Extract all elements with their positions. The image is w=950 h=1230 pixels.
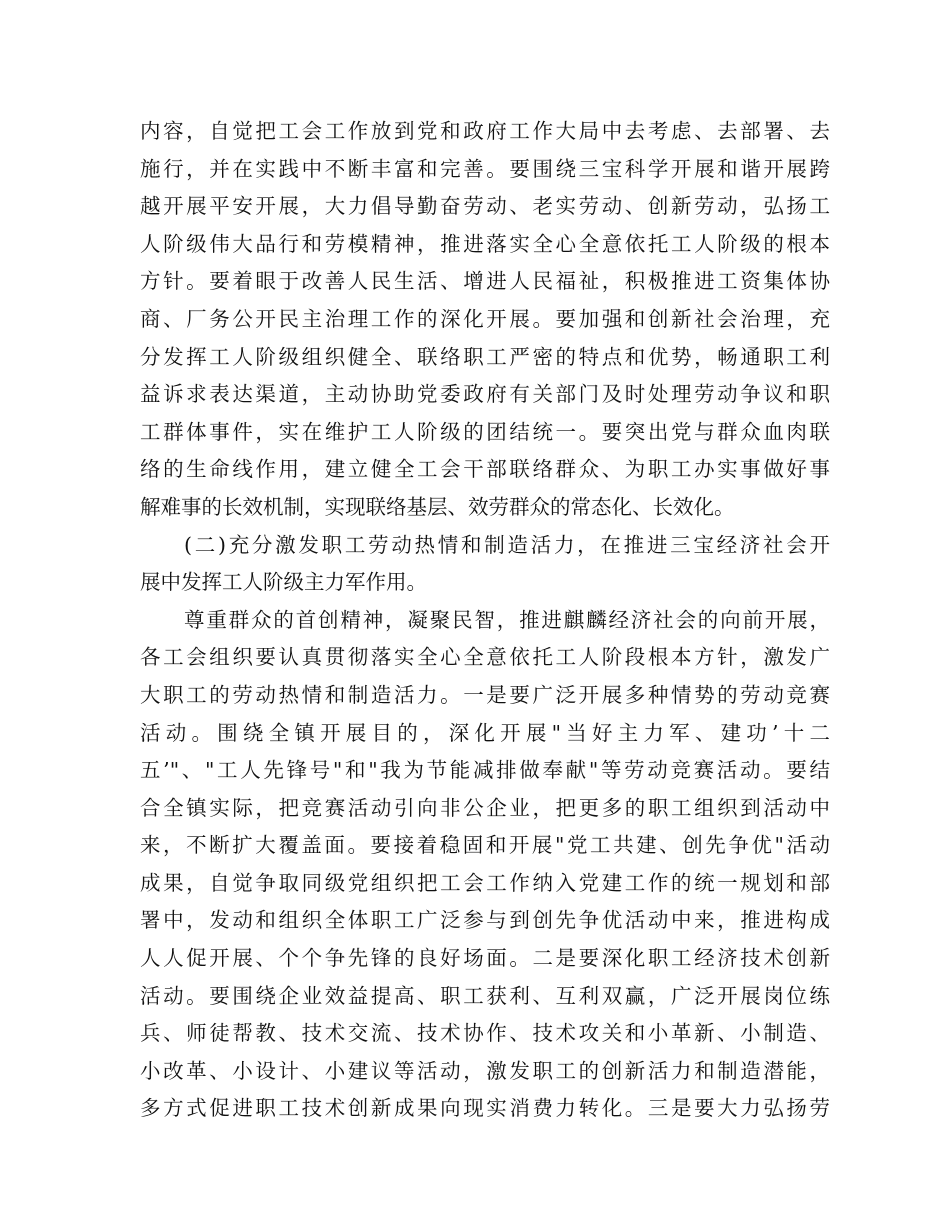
text-line: 分发挥工人阶级组织健全、联络职工严密的特点和优势，畅通职工利 — [140, 344, 830, 369]
text-line: 多方式促进职工技术创新成果向现实消费力转化。三是要大力弘扬劳 — [140, 1096, 830, 1121]
text-line: 人阶级伟大品行和劳模精神，推进落实全心全意依托工人阶级的根本 — [140, 231, 830, 256]
text-line: 活动。要围绕企业效益提高、职工获利、互利双赢，广泛开展岗位练 — [140, 983, 830, 1008]
text-line: 兵、师徒帮教、技术交流、技术协作、技术攻关和小革新、小制造、 — [140, 1021, 830, 1046]
text-line: 五’"、"工人先锋号"和"我为节能减排做奉献"等劳动竞赛活动。要结 — [140, 758, 830, 783]
text-line: 小改革、小设计、小建议等活动，激发职工的创新活力和制造潜能， — [140, 1058, 830, 1083]
body-text — [140, 113, 830, 1128]
text-line: 施行，并在实践中不断丰富和完善。要围绕三宝科学开展和谐开展跨 — [140, 156, 830, 181]
text-line: 内容，自觉把工会工作放到党和政府工作大局中去考虑、去部署、去 — [140, 119, 830, 143]
text-line: 尊重群众的首创精神，凝聚民智，推进麒麟经济社会的向前开展， — [184, 607, 830, 632]
section-heading-line: (二)充分激发职工劳动热情和制造活力，在推进三宝经济社会开 — [184, 532, 830, 557]
text-line: 工群体事件，实在维护工人阶级的团结统一。要突出党与群众血肉联 — [140, 419, 830, 444]
text-line: 合全镇实际，把竞赛活动引向非公企业，把更多的职工组织到活动中 — [140, 795, 830, 820]
text-line: 人人促开展、个个争先锋的良好场面。二是要深化职工经济技术创新 — [140, 946, 830, 971]
text-line: 解难事的长效机制，实现联络基层、效劳群众的常态化、长效化。 — [140, 494, 735, 519]
text-line: 商、厂务公开民主治理工作的深化开展。要加强和创新社会治理，充 — [140, 306, 830, 331]
text-line: 越开展平安开展，大力倡导勤奋劳动、老实劳动、创新劳动，弘扬工 — [140, 194, 830, 219]
text-line: 各工会组织要认真贯彻落实全心全意依托工人阶段根本方针，激发广 — [140, 645, 830, 670]
section-heading-line: 展中发挥工人阶级主力军作用。 — [140, 570, 427, 595]
text-line: 成果，自觉争取同级党组织把工会工作纳入党建工作的统一规划和部 — [140, 870, 830, 895]
text-line: 来，不断扩大覆盖面。要接着稳固和开展"党工共建、创先争优"活动 — [140, 833, 830, 858]
text-line: 方针。要着眼于改善人民生活、增进人民福祉，积极推进工资集体协 — [140, 269, 830, 294]
text-line: 益诉求表达渠道，主动协助党委政府有关部门及时处理劳动争议和职 — [140, 382, 830, 407]
text-line: 络的生命线作用，建立健全工会干部联络群众、为职工办实事做好事 — [140, 457, 830, 482]
text-line: 活动。围绕全镇开展目的，深化开展"当好主力军、建功’十二 — [140, 720, 830, 745]
text-line: 署中，发动和组织全体职工广泛参与到创先争优活动中来，推进构成 — [140, 908, 830, 933]
text-line: 大职工的劳动热情和制造活力。一是要广泛开展多种情势的劳动竞赛 — [140, 682, 830, 707]
